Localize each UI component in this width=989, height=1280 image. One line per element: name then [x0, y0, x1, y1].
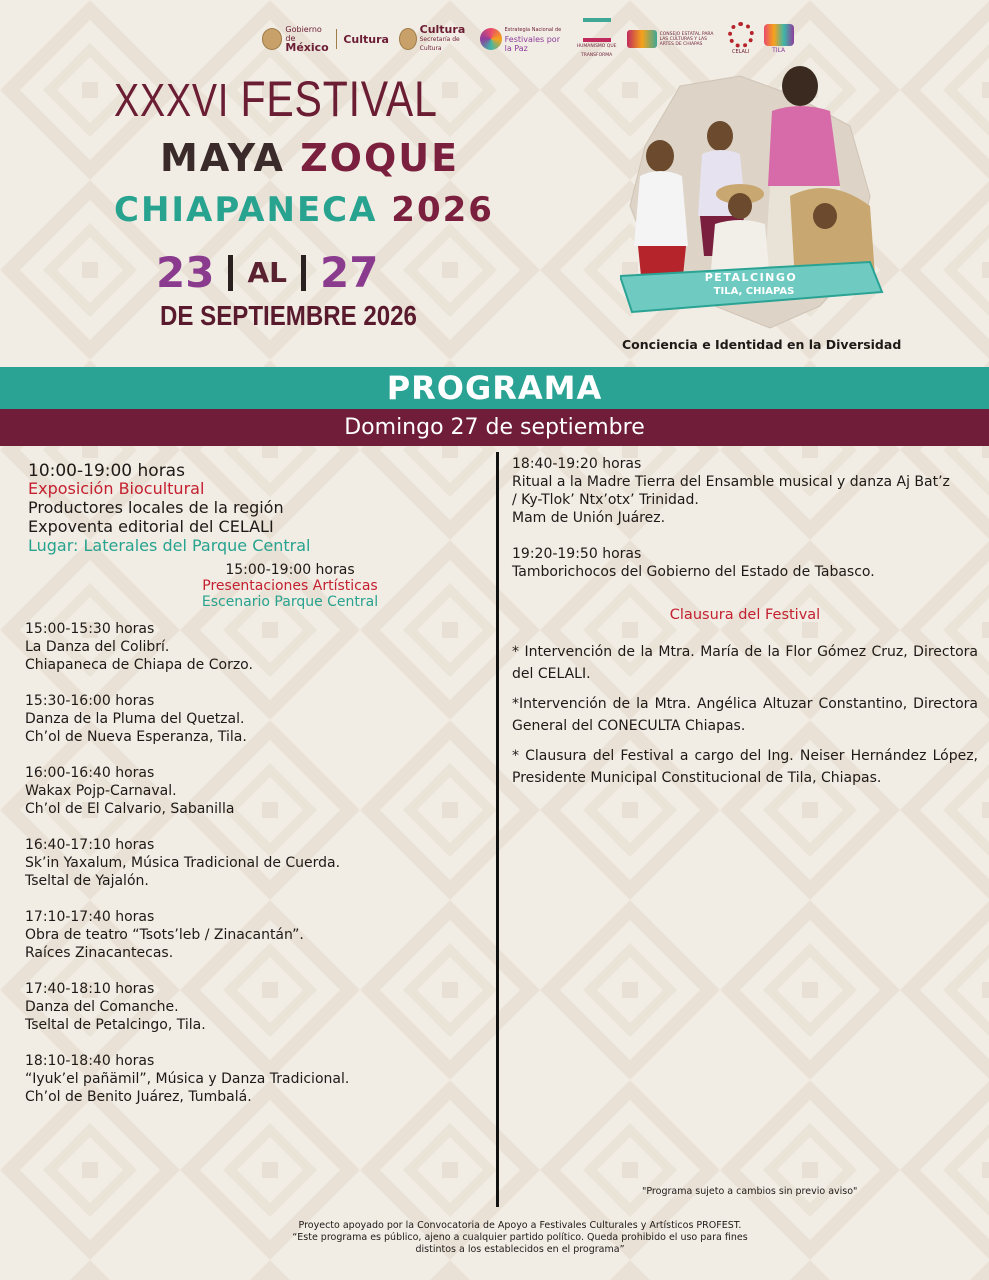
right-column	[512, 455, 978, 797]
list-item: 18:40-19:20 horas Ritual a la Madre Tierra del Ensamble musical y danza Aj Bat’z / Ky-Tlok’ Ntx’otx’ Trinidad. Mam de Unión Juárez.	[512, 456, 950, 526]
tila-mark-icon	[764, 24, 794, 46]
left-events-list	[25, 620, 485, 1124]
date-separator	[228, 255, 233, 291]
list-item: 18:10-18:40 horas “Iyuk’el pañämil”, Música y Danza Tradicional. Ch’ol de Benito Juárez, Tumbalá.	[25, 1053, 350, 1105]
day-title: Domingo 27 de septiembre	[344, 415, 645, 440]
tila-logo: TILA	[764, 24, 794, 55]
flower-icon	[480, 28, 502, 50]
list-item: 16:40-17:10 horas Sk’in Yaxalum, Música Tradicional de Cuerda. Tseltal de Yajalón.	[25, 837, 341, 889]
celali-logo: CELALI	[728, 22, 754, 57]
banner-line2: TILA, CHIAPAS	[713, 286, 795, 297]
programa-band	[0, 367, 989, 409]
humanismo-mark-icon	[583, 18, 611, 42]
festival-photo-collage	[620, 66, 890, 336]
closing-item: * Intervención de la Mtra. María de la Flor Gómez Cruz, Directora del CELALI.	[512, 644, 978, 682]
day-band	[0, 409, 989, 446]
programa-title: PROGRAMA	[386, 369, 603, 407]
maya-zoque-title: MAYA ZOQUE	[160, 136, 460, 180]
slogan: Conciencia e Identidad en la Diversidad	[622, 337, 902, 352]
closing-item: * Clausura del Festival a cargo del Ing. Neiser Hernández López, Presidente Municipal Constitucional de Tila, Chiapas.	[512, 748, 978, 786]
person-head	[646, 140, 674, 172]
logos-row	[262, 22, 786, 58]
gobierno-mexico-logo: Gobierno de México Cultura	[262, 25, 389, 53]
list-item: 17:10-17:40 horas Obra de teatro “Tsots’leb / Zinacantán”. Raíces Zinacantecas.	[25, 909, 304, 961]
humanismo-logo: HUMANISMO QUE TRANSFORMA	[577, 18, 617, 60]
mexico-seal-icon	[262, 28, 282, 50]
list-item: 15:00-15:30 horas La Danza del Colibrí. Chiapaneca de Chiapa de Corzo.	[25, 621, 253, 673]
column-divider	[496, 452, 499, 1207]
list-item: 16:00-16:40 horas Wakax Pojp-Carnaval. Ch’ol de El Calvario, Sabanilla	[25, 765, 235, 817]
festival-title: XXXVI FESTIVAL	[114, 71, 438, 127]
footer: Proyecto apoyado por la Convocatoria de Apoyo a Festivales Culturales y Artísticos PROFEST. “Este programa es público, ajeno a cualquier partido político. Queda prohibido el uso para fines distintos a los establecidos en el programa”	[292, 1220, 748, 1255]
list-item: 17:40-18:10 horas Danza del Comanche. Tseltal de Petalcingo, Tila.	[25, 981, 206, 1033]
celali-flower-icon	[728, 22, 754, 48]
festival-dates: 23 AL 27	[156, 248, 379, 297]
chiapaneca-title: CHIAPANECA 2026	[114, 190, 494, 230]
cultura-seal-icon	[399, 28, 417, 50]
banner-line1: PETALCINGO	[704, 271, 798, 284]
date-separator	[301, 255, 306, 291]
festival-month: DE SEPTIEMBRE 2026	[160, 300, 417, 331]
coneculta-logo: CONSEJO ESTATAL PARA LAS CULTURAS Y LAS ARTES DE CHIAPAS	[627, 30, 718, 48]
presentaciones-block: 15:00-19:00 horas Presentaciones Artísticas Escenario Parque Central	[201, 562, 379, 610]
closing-item: *Intervención de la Mtra. Angélica Altuzar Constantino, Directora General del CONECULTA Chiapas.	[512, 696, 978, 734]
secretaria-cultura-logo: Cultura Secretaría de Cultura	[399, 25, 470, 53]
clausura-title: Clausura del Festival	[669, 607, 821, 623]
list-item: 19:20-19:50 horas Tamborichocos del Gobierno del Estado de Tabasco.	[512, 546, 875, 580]
list-item: 15:30-16:00 horas Danza de la Pluma del Quetzal. Ch’ol de Nueva Esperanza, Tila.	[25, 693, 247, 745]
changes-note: "Programa sujeto a cambios sin previo aviso"	[642, 1186, 858, 1197]
coneculta-mark-icon	[627, 30, 657, 48]
exposicion-block: 10:00-19:00 horas Exposición Biocultural Productores locales de la región Expoventa editorial del CELALI Lugar: Laterales del Parque Central	[28, 461, 311, 555]
festivales-paz-logo: Estrategia Nacional de Festivales por la Paz	[480, 26, 567, 53]
